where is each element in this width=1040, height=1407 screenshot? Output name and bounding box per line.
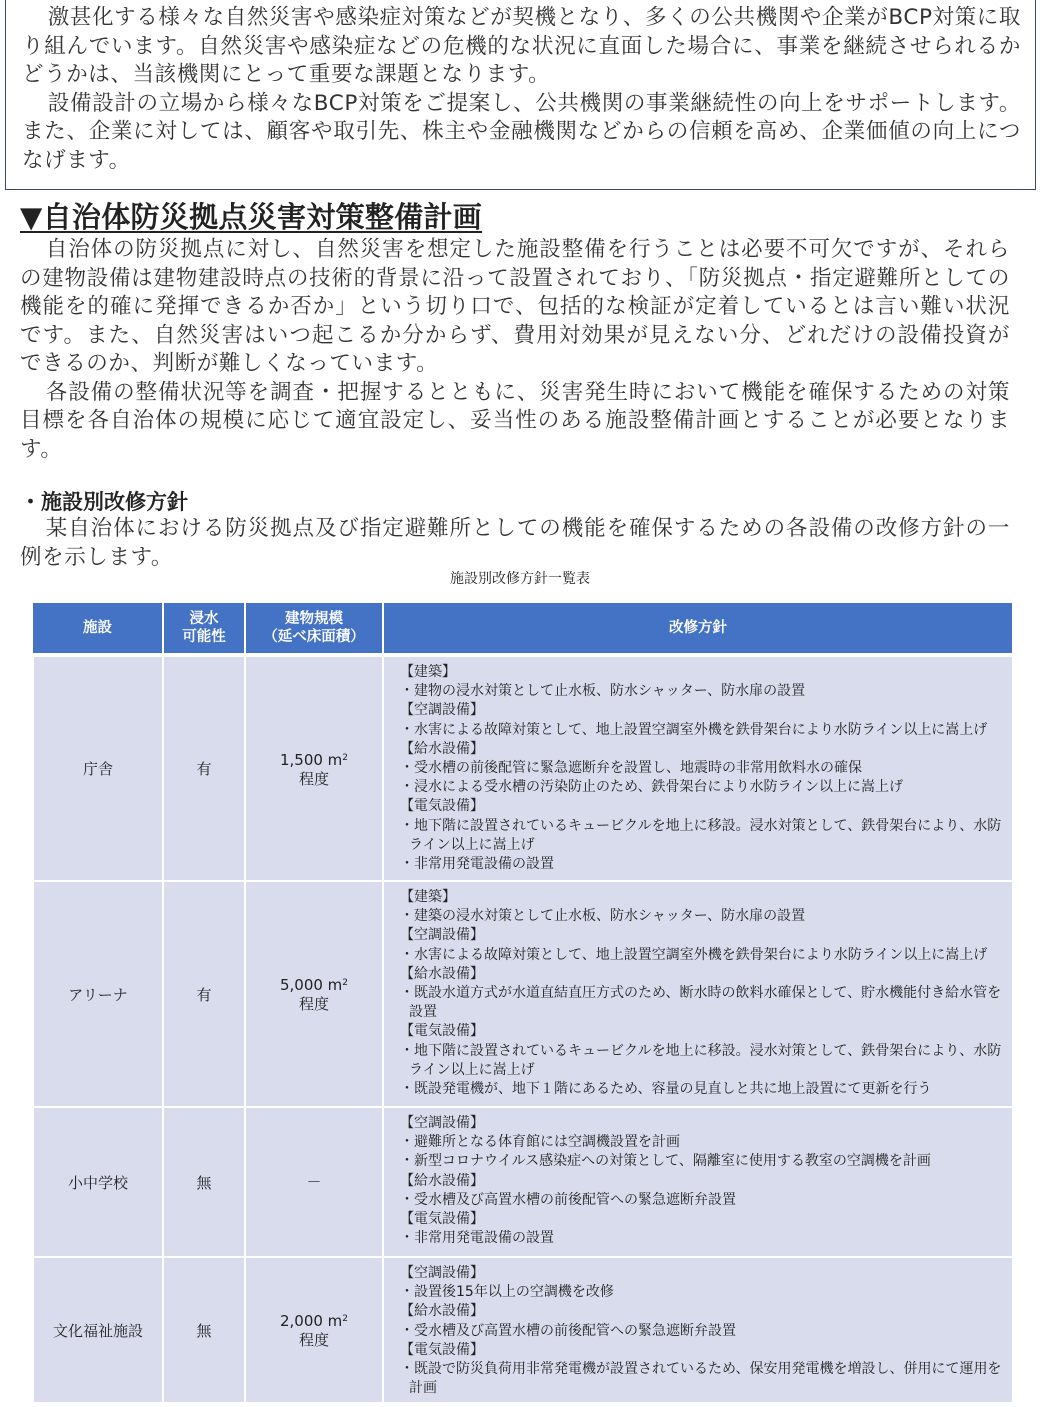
facility-cell: アリーナ (33, 881, 163, 1107)
policy-item: ・水害による故障対策として、地上設置空調室外機を鉄骨架台により水防ライン以上に嵩上げ (400, 721, 988, 738)
section-body (20, 236, 1010, 464)
policy-item: ・避難所となる体育館には空調機設置を計画 (400, 1134, 680, 1151)
policy-category: 【給水設備】 (400, 1303, 484, 1320)
facility-cell: 小中学校 (33, 1107, 163, 1257)
section-paragraph: 自治体の防災拠点に対し、自然災害を想定した施設整備を行うことは必要不可欠ですが、それらの建物設備は建物建設時点の技術的背景に沿って設置されており、「防災拠点・指定避難所としての機能を的確に発揮できるか否か」という切り口で、包括的な検証が定着しているとは言い難い状況です。また、自然災害はいつ起こるか分からず、費用対効果が見えない分、どれだけの設備投資ができるのか、判断が難しくなっています。 (20, 237, 1010, 376)
header-scale-line1: 建物規模 (285, 611, 343, 627)
scale-cell (245, 1257, 383, 1403)
policy-category: 【給水設備】 (400, 740, 484, 757)
policy-category: 【空調設備】 (400, 702, 484, 719)
policy-cell (383, 655, 1013, 881)
facility-cell: 文化福祉施設 (33, 1257, 163, 1403)
scale-cell (245, 1107, 383, 1257)
policy-item: ・既設水道方式が水道直結直圧方式のため、断水時の飲料水確保として、貯水機能付き給水管を設置 (400, 985, 1002, 1021)
scale-value: 2,000 $m^2$ (279, 1312, 349, 1331)
scale-suffix: 程度 (298, 769, 329, 788)
policy-item: ・非常用発電設備の設置 (400, 1230, 554, 1247)
table-row (33, 655, 1013, 881)
policy-item: ・受水槽及び高置水槽の前後配管への緊急遮断弁設置 (400, 1322, 736, 1339)
policy-item: ・既設発電機が、地下１階にあるため、容量の見直しと共に地上設置にて更新を行う (400, 1081, 932, 1098)
policy-category: 【電気設備】 (400, 1211, 484, 1228)
intro-box (5, 0, 1036, 190)
policy-item: ・浸水による受水槽の汚染防止のため、鉄骨架台により水防ライン以上に嵩上げ (400, 779, 904, 796)
policy-table (32, 603, 1014, 1404)
policy-cell (383, 881, 1013, 1107)
flood-cell: 無 (163, 1107, 245, 1257)
header-flood-line2: 可能性 (182, 629, 226, 645)
table-caption: 施設別改修方針一覧表 (450, 571, 590, 587)
policy-category: 【電気設備】 (400, 798, 484, 815)
scale-suffix: 程度 (298, 995, 329, 1013)
header-scale (245, 603, 383, 655)
table-header-row (33, 603, 1013, 655)
intro-paragraph: 設備設計の立場から様々なBCP対策をご提案し、公共機関の事業継続性の向上をサポートします。また、企業に対しては、顧客や取引先、株主や金融機関などからの信頼を高め、企業価値の向上につなげます。 (22, 90, 1021, 173)
subsection-paragraph: 某自治体における防災拠点及び指定避難所としての機能を確保するための各設備の改修方針の一例を示します。 (20, 516, 1010, 570)
policy-item: ・設置後15年以上の空調機を改修 (400, 1284, 614, 1301)
policy-item: ・建築の浸水対策として止水板、防水シャッター、防水扉の設置 (400, 908, 806, 925)
header-scale-line2: （延べ床面積） (263, 629, 365, 645)
section-title: ▼自治体防災拠点災害対策整備計画 (20, 200, 483, 234)
policy-item: ・非常用発電設備の設置 (400, 856, 554, 873)
subsection-body (20, 515, 1010, 572)
scale-value: 5,000 $m^2$ (279, 976, 349, 994)
unit-superscript: 2 (342, 1314, 349, 1325)
policy-item: ・地下階に設置されているキュービクルを地上に移設。浸水対策として、鉄骨架台により、水防ライン以上に嵩上げ (400, 1042, 1002, 1078)
intro-paragraph: 激甚化する様々な自然災害や感染症対策などが契機となり、多くの公共機関や企業がBCP対策に取り組んでいます。自然災害や感染症などの危機的な状況に直面した場合に、事業を継続させられるかどうかは、当該機関にとって重要な課題となります。 (22, 5, 1021, 87)
scale-value: 1,500 $m^2$ (279, 750, 349, 769)
flood-cell: 有 (163, 881, 245, 1107)
policy-item: ・受水槽の前後配管に緊急遮断弁を設置し、地震時の非常用飲料水の確保 (400, 760, 862, 777)
policy-category: 【電気設備】 (400, 1341, 484, 1358)
policy-cell (383, 1107, 1013, 1257)
policy-category: 【電気設備】 (400, 1023, 484, 1040)
table-row (33, 1107, 1013, 1257)
policy-item: ・新型コロナウイルス感染症への対策として、隔離室に使用する教室の空調機を計画 (400, 1153, 931, 1170)
flood-cell: 無 (163, 1257, 245, 1403)
scale-suffix: 程度 (298, 1331, 329, 1350)
table-row (33, 1257, 1013, 1403)
policy-item: ・地下階に設置されているキュービクルを地上に移設。浸水対策として、鉄骨架台により、水防ライン以上に嵩上げ (400, 817, 1002, 853)
table-row (33, 881, 1013, 1107)
header-flood-line1: 浸水 (189, 611, 219, 627)
policy-category: 【空調設備】 (400, 1115, 484, 1131)
policy-category: 【建築】 (400, 889, 456, 905)
policy-item: ・受水槽及び高置水槽の前後配管への緊急遮断弁設置 (400, 1191, 736, 1208)
facility-cell: 庁舎 (33, 655, 163, 881)
scale-value: － (306, 1172, 322, 1191)
header-policy: 改修方針 (383, 603, 1013, 655)
scale-cell (245, 881, 383, 1107)
policy-category: 【給水設備】 (400, 965, 484, 982)
header-flood (163, 603, 245, 655)
policy-cell (383, 1257, 1013, 1403)
policy-item: ・既設で防災負荷用非常発電機が設置されているため、保安用発電機を増設し、併用にて運用を計画 (400, 1361, 1002, 1397)
unit-superscript: 2 (342, 978, 349, 988)
section-paragraph: 各設備の整備状況等を調査・把握するとともに、災害発生時において機能を確保するための対策目標を各自治体の規模に応じて適宜設定し、妥当性のある施設整備計画とすることが必要となります。 (20, 379, 1010, 462)
policy-item: ・建物の浸水対策として止水板、防水シャッター、防水扉の設置 (400, 683, 806, 700)
policy-category: 【建築】 (400, 664, 456, 680)
header-facility: 施設 (33, 603, 163, 655)
policy-category: 【空調設備】 (400, 927, 484, 944)
flood-cell: 有 (163, 655, 245, 881)
unit-superscript: 2 (342, 752, 349, 763)
scale-cell (245, 655, 383, 881)
policy-item: ・水害による故障対策として、地上設置空調室外機を鉄骨架台により水防ライン以上に嵩上げ (400, 946, 988, 963)
table-body (33, 655, 1013, 1403)
subsection-heading: ・施設別改修方針 (20, 490, 188, 514)
policy-category: 【給水設備】 (400, 1172, 484, 1189)
policy-category: 【空調設備】 (400, 1265, 484, 1281)
